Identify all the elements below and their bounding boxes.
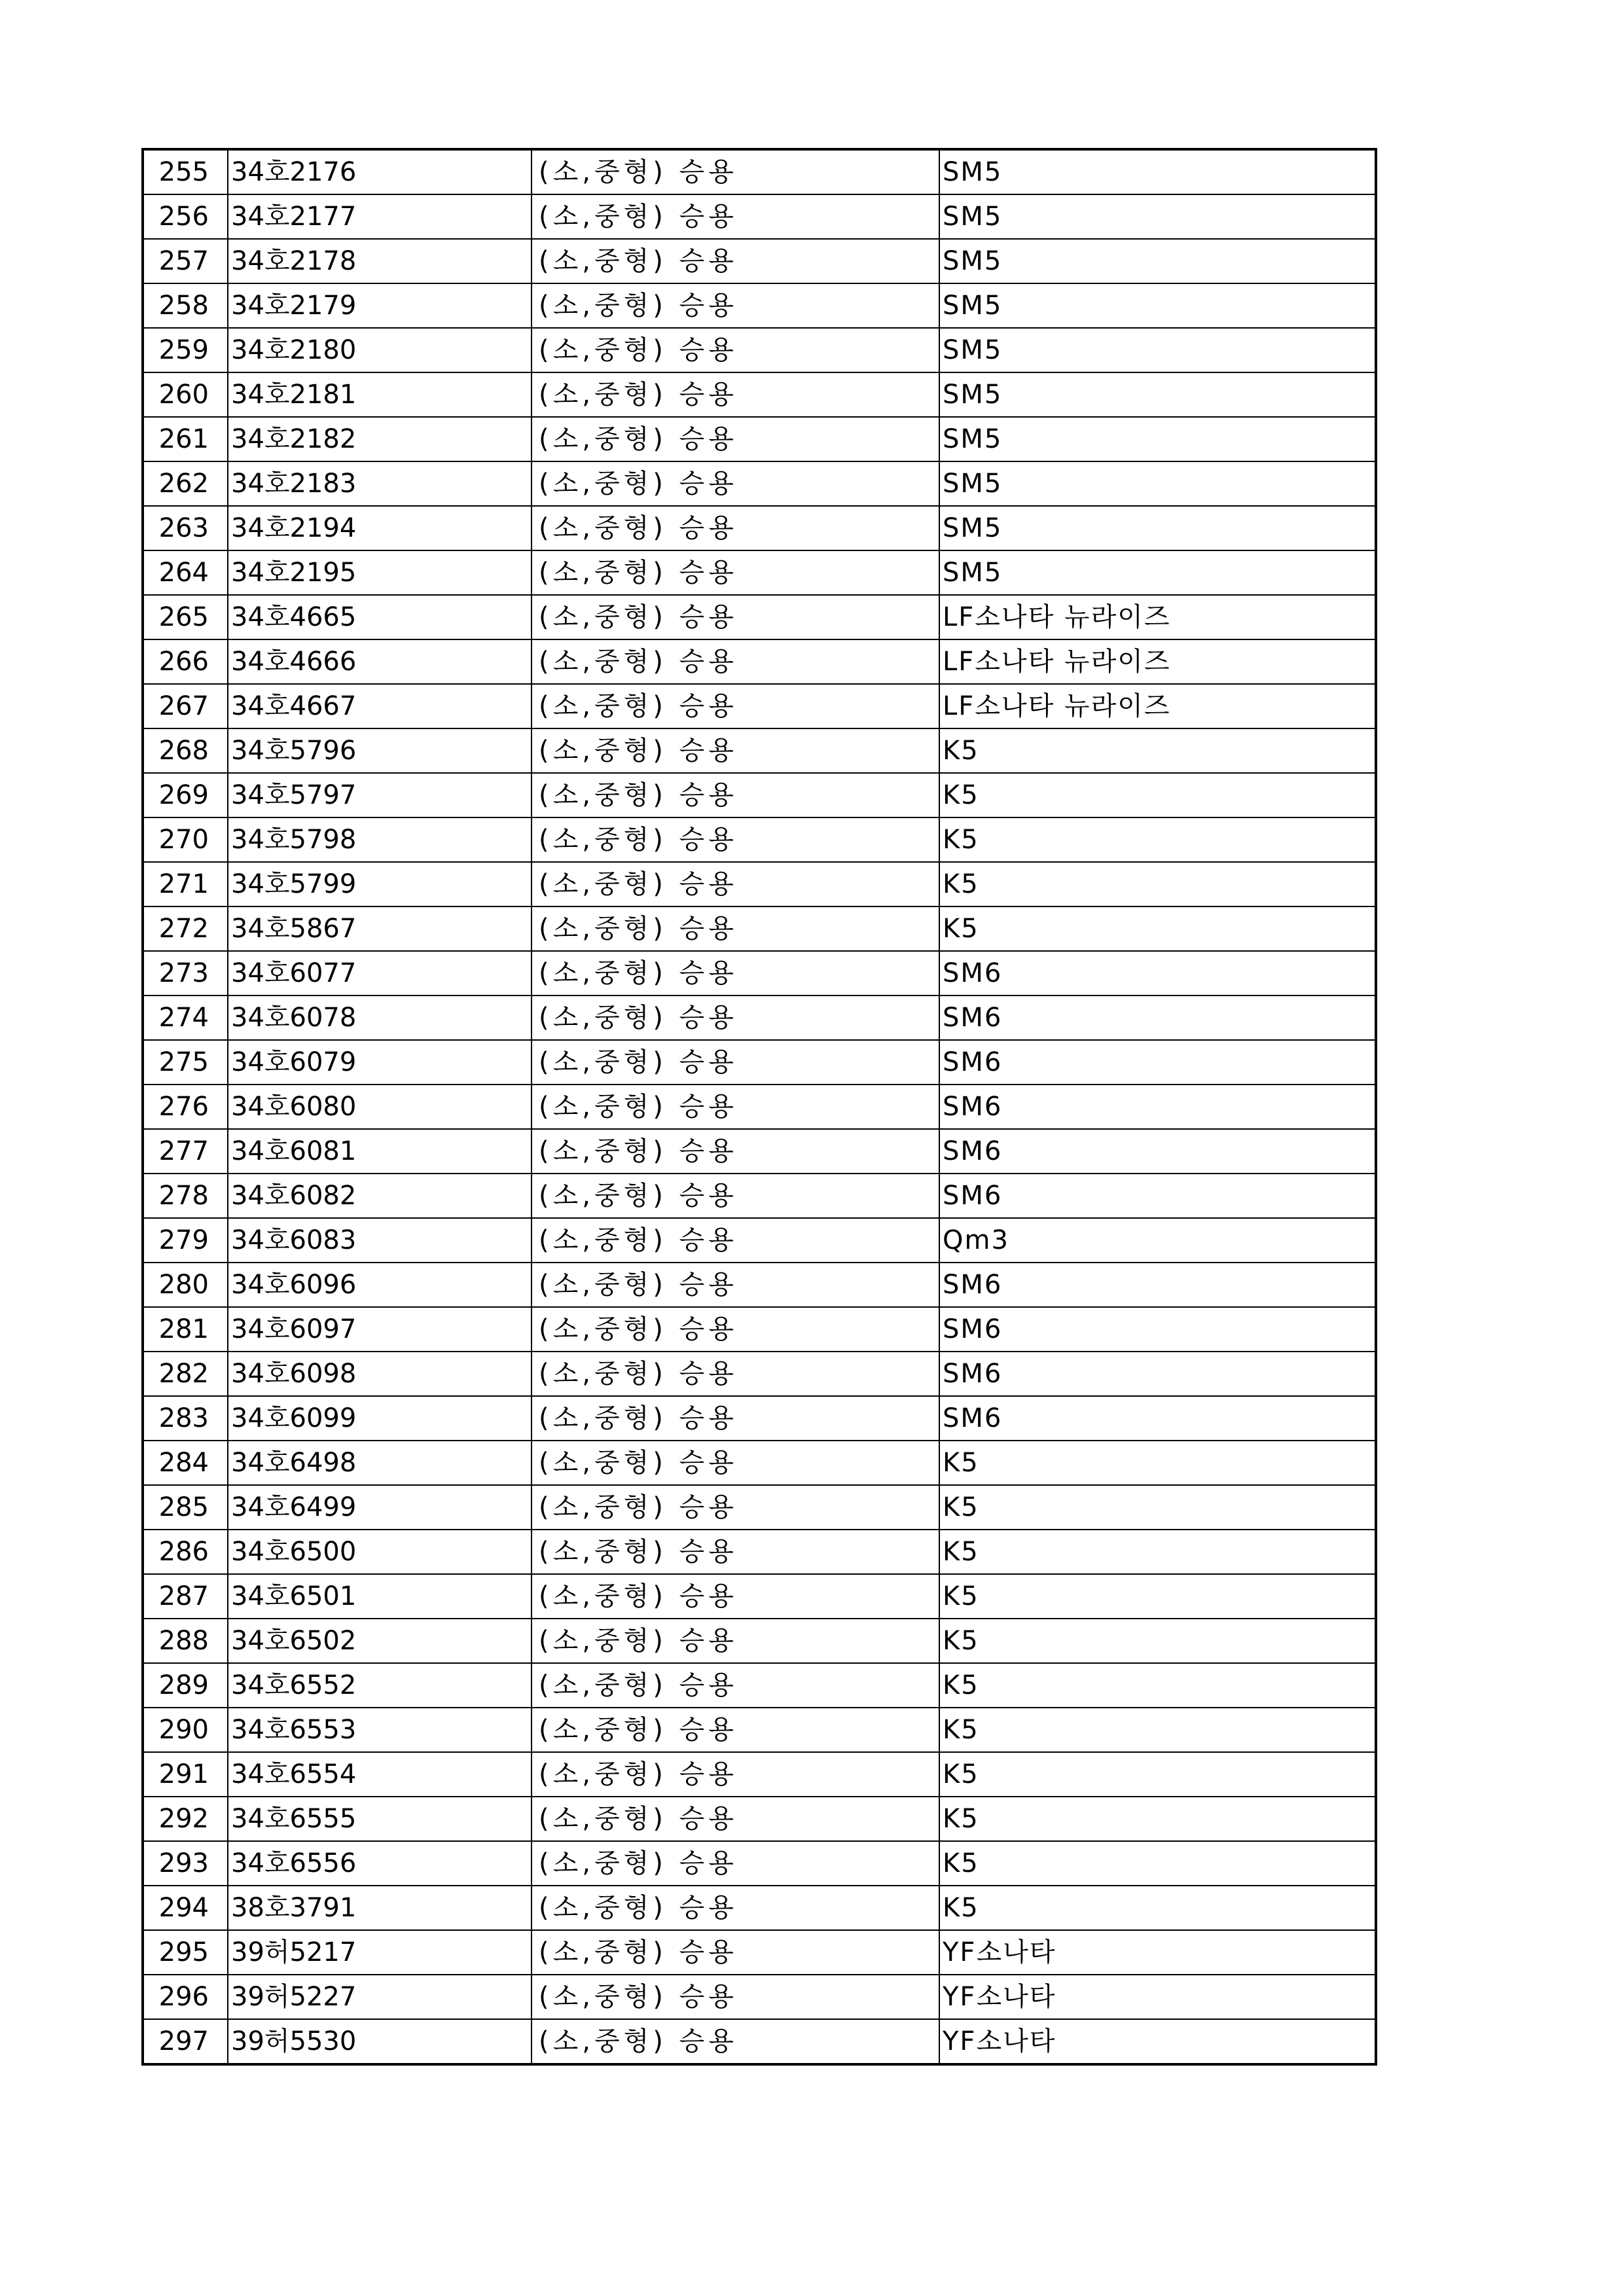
- vehicle-type: (소,중형) 승용: [532, 1352, 939, 1396]
- table-row: [143, 684, 1376, 728]
- row-number: 260: [143, 372, 228, 417]
- plate-number: 34호6500: [228, 1530, 532, 1574]
- vehicle-type: (소,중형) 승용: [532, 461, 939, 506]
- plate-number: 34호6098: [228, 1352, 532, 1396]
- vehicle-type: (소,중형) 승용: [532, 1129, 939, 1174]
- vehicle-type: (소,중형) 승용: [532, 1530, 939, 1574]
- vehicle-type: (소,중형) 승용: [532, 862, 939, 906]
- vehicle-list-table: [141, 148, 1377, 2066]
- plate-number: 34호2178: [228, 239, 532, 283]
- plate-number: 34호6099: [228, 1396, 532, 1441]
- vehicle-type: (소,중형) 승용: [532, 1040, 939, 1085]
- row-number: 287: [143, 1574, 228, 1619]
- plate-number: 34호5798: [228, 817, 532, 862]
- plate-number: 34호6078: [228, 996, 532, 1040]
- table-row: [143, 1085, 1376, 1129]
- table-row: [143, 194, 1376, 239]
- plate-number: 34호2180: [228, 328, 532, 372]
- vehicle-model: SM5: [939, 149, 1376, 194]
- vehicle-type: (소,중형) 승용: [532, 2019, 939, 2064]
- vehicle-type: (소,중형) 승용: [532, 149, 939, 194]
- vehicle-type: (소,중형) 승용: [532, 1797, 939, 1841]
- plate-number: 34호5799: [228, 862, 532, 906]
- table-row: [143, 773, 1376, 817]
- table-row: [143, 1396, 1376, 1441]
- plate-number: 34호6083: [228, 1218, 532, 1263]
- vehicle-type: (소,중형) 승용: [532, 996, 939, 1040]
- vehicle-model: SM6: [939, 1307, 1376, 1352]
- vehicle-model: K5: [939, 1663, 1376, 1708]
- vehicle-type: (소,중형) 승용: [532, 773, 939, 817]
- table-row: [143, 1352, 1376, 1396]
- table-row: [143, 283, 1376, 328]
- row-number: 256: [143, 194, 228, 239]
- plate-number: 39허5217: [228, 1930, 532, 1975]
- vehicle-type: (소,중형) 승용: [532, 595, 939, 639]
- table-row: [143, 2019, 1376, 2064]
- row-number: 288: [143, 1619, 228, 1663]
- table-row: [143, 906, 1376, 951]
- row-number: 271: [143, 862, 228, 906]
- table-row: [143, 149, 1376, 194]
- vehicle-model: K5: [939, 817, 1376, 862]
- plate-number: 34호6556: [228, 1841, 532, 1886]
- row-number: 297: [143, 2019, 228, 2064]
- plate-number: 34호6097: [228, 1307, 532, 1352]
- row-number: 273: [143, 951, 228, 996]
- plate-number: 34호2177: [228, 194, 532, 239]
- vehicle-type: (소,중형) 승용: [532, 417, 939, 461]
- table-row: [143, 328, 1376, 372]
- plate-number: 34호5796: [228, 728, 532, 773]
- vehicle-type: (소,중형) 승용: [532, 1174, 939, 1218]
- table-row: [143, 1708, 1376, 1752]
- vehicle-type: (소,중형) 승용: [532, 1708, 939, 1752]
- row-number: 281: [143, 1307, 228, 1352]
- row-number: 285: [143, 1485, 228, 1530]
- table-row: [143, 1886, 1376, 1930]
- table-row: [143, 506, 1376, 550]
- vehicle-type: (소,중형) 승용: [532, 1396, 939, 1441]
- vehicle-type: (소,중형) 승용: [532, 194, 939, 239]
- plate-number: 34호2179: [228, 283, 532, 328]
- plate-number: 34호6502: [228, 1619, 532, 1663]
- row-number: 293: [143, 1841, 228, 1886]
- table-row: [143, 239, 1376, 283]
- vehicle-type: (소,중형) 승용: [532, 1085, 939, 1129]
- vehicle-model: K5: [939, 1886, 1376, 1930]
- vehicle-model: K5: [939, 1841, 1376, 1886]
- vehicle-model: SM6: [939, 1396, 1376, 1441]
- row-number: 290: [143, 1708, 228, 1752]
- plate-number: 39허5227: [228, 1975, 532, 2019]
- vehicle-model: K5: [939, 1530, 1376, 1574]
- vehicle-model: K5: [939, 1752, 1376, 1797]
- plate-number: 34호6552: [228, 1663, 532, 1708]
- vehicle-list-body: [143, 149, 1376, 2064]
- vehicle-model: SM6: [939, 1040, 1376, 1085]
- table-row: [143, 1307, 1376, 1352]
- vehicle-model: SM6: [939, 1129, 1376, 1174]
- table-row: [143, 1530, 1376, 1574]
- plate-number: 34호6081: [228, 1129, 532, 1174]
- vehicle-model: K5: [939, 1574, 1376, 1619]
- table-row: [143, 1174, 1376, 1218]
- vehicle-model: SM5: [939, 328, 1376, 372]
- vehicle-type: (소,중형) 승용: [532, 328, 939, 372]
- table-row: [143, 1797, 1376, 1841]
- table-row: [143, 1975, 1376, 2019]
- row-number: 295: [143, 1930, 228, 1975]
- row-number: 264: [143, 550, 228, 595]
- vehicle-model: SM6: [939, 1352, 1376, 1396]
- vehicle-type: (소,중형) 승용: [532, 639, 939, 684]
- plate-number: 34호4667: [228, 684, 532, 728]
- plate-number: 39허5530: [228, 2019, 532, 2064]
- table-row: [143, 1218, 1376, 1263]
- table-row: [143, 1841, 1376, 1886]
- plate-number: 34호6554: [228, 1752, 532, 1797]
- row-number: 279: [143, 1218, 228, 1263]
- vehicle-type: (소,중형) 승용: [532, 1441, 939, 1485]
- vehicle-model: YF소나타: [939, 1930, 1376, 1975]
- vehicle-type: (소,중형) 승용: [532, 817, 939, 862]
- row-number: 294: [143, 1886, 228, 1930]
- vehicle-type: (소,중형) 승용: [532, 1485, 939, 1530]
- vehicle-model: SM5: [939, 283, 1376, 328]
- vehicle-type: (소,중형) 승용: [532, 1752, 939, 1797]
- row-number: 269: [143, 773, 228, 817]
- table-row: [143, 996, 1376, 1040]
- vehicle-type: (소,중형) 승용: [532, 906, 939, 951]
- plate-number: 34호5797: [228, 773, 532, 817]
- vehicle-type: (소,중형) 승용: [532, 728, 939, 773]
- vehicle-model: YF소나타: [939, 2019, 1376, 2064]
- row-number: 262: [143, 461, 228, 506]
- table-row: [143, 1619, 1376, 1663]
- vehicle-type: (소,중형) 승용: [532, 239, 939, 283]
- table-row: [143, 639, 1376, 684]
- row-number: 278: [143, 1174, 228, 1218]
- vehicle-model: SM6: [939, 951, 1376, 996]
- vehicle-model: K5: [939, 862, 1376, 906]
- table-row: [143, 1040, 1376, 1085]
- vehicle-model: K5: [939, 773, 1376, 817]
- plate-number: 34호6498: [228, 1441, 532, 1485]
- plate-number: 34호6082: [228, 1174, 532, 1218]
- plate-number: 38호3791: [228, 1886, 532, 1930]
- table-row: [143, 1263, 1376, 1307]
- plate-number: 34호6499: [228, 1485, 532, 1530]
- vehicle-type: (소,중형) 승용: [532, 951, 939, 996]
- vehicle-type: (소,중형) 승용: [532, 550, 939, 595]
- table-row: [143, 1574, 1376, 1619]
- vehicle-model: SM5: [939, 239, 1376, 283]
- row-number: 296: [143, 1975, 228, 2019]
- vehicle-model: YF소나타: [939, 1975, 1376, 2019]
- vehicle-model: K5: [939, 1441, 1376, 1485]
- row-number: 292: [143, 1797, 228, 1841]
- vehicle-type: (소,중형) 승용: [532, 372, 939, 417]
- vehicle-model: K5: [939, 1708, 1376, 1752]
- vehicle-type: (소,중형) 승용: [532, 1218, 939, 1263]
- plate-number: 34호2183: [228, 461, 532, 506]
- table-row: [143, 1485, 1376, 1530]
- vehicle-type: (소,중형) 승용: [532, 1841, 939, 1886]
- plate-number: 34호6080: [228, 1085, 532, 1129]
- vehicle-model: K5: [939, 1619, 1376, 1663]
- table-row: [143, 817, 1376, 862]
- row-number: 267: [143, 684, 228, 728]
- row-number: 274: [143, 996, 228, 1040]
- row-number: 284: [143, 1441, 228, 1485]
- table-row: [143, 372, 1376, 417]
- vehicle-type: (소,중형) 승용: [532, 1930, 939, 1975]
- vehicle-type: (소,중형) 승용: [532, 283, 939, 328]
- table-row: [143, 951, 1376, 996]
- plate-number: 34호6553: [228, 1708, 532, 1752]
- row-number: 268: [143, 728, 228, 773]
- table-row: [143, 1930, 1376, 1975]
- plate-number: 34호2182: [228, 417, 532, 461]
- plate-number: 34호6077: [228, 951, 532, 996]
- row-number: 261: [143, 417, 228, 461]
- vehicle-model: SM5: [939, 372, 1376, 417]
- vehicle-type: (소,중형) 승용: [532, 1975, 939, 2019]
- vehicle-type: (소,중형) 승용: [532, 506, 939, 550]
- plate-number: 34호6096: [228, 1263, 532, 1307]
- vehicle-type: (소,중형) 승용: [532, 1619, 939, 1663]
- row-number: 259: [143, 328, 228, 372]
- vehicle-type: (소,중형) 승용: [532, 1574, 939, 1619]
- row-number: 255: [143, 149, 228, 194]
- row-number: 280: [143, 1263, 228, 1307]
- plate-number: 34호6555: [228, 1797, 532, 1841]
- row-number: 270: [143, 817, 228, 862]
- table-row: [143, 728, 1376, 773]
- row-number: 258: [143, 283, 228, 328]
- row-number: 291: [143, 1752, 228, 1797]
- plate-number: 34호4666: [228, 639, 532, 684]
- vehicle-model: SM5: [939, 194, 1376, 239]
- vehicle-model: SM6: [939, 996, 1376, 1040]
- vehicle-model: SM6: [939, 1174, 1376, 1218]
- vehicle-model: SM5: [939, 550, 1376, 595]
- vehicle-type: (소,중형) 승용: [532, 1886, 939, 1930]
- plate-number: 34호5867: [228, 906, 532, 951]
- vehicle-type: (소,중형) 승용: [532, 684, 939, 728]
- row-number: 257: [143, 239, 228, 283]
- row-number: 272: [143, 906, 228, 951]
- row-number: 283: [143, 1396, 228, 1441]
- vehicle-model: Qm3: [939, 1218, 1376, 1263]
- table-row: [143, 1663, 1376, 1708]
- vehicle-model: SM6: [939, 1085, 1376, 1129]
- row-number: 282: [143, 1352, 228, 1396]
- table-row: [143, 461, 1376, 506]
- vehicle-model: K5: [939, 1797, 1376, 1841]
- vehicle-type: (소,중형) 승용: [532, 1663, 939, 1708]
- plate-number: 34호2176: [228, 149, 532, 194]
- row-number: 277: [143, 1129, 228, 1174]
- vehicle-model: LF소나타 뉴라이즈: [939, 684, 1376, 728]
- row-number: 275: [143, 1040, 228, 1085]
- plate-number: 34호4665: [228, 595, 532, 639]
- vehicle-model: K5: [939, 728, 1376, 773]
- vehicle-type: (소,중형) 승용: [532, 1263, 939, 1307]
- plate-number: 34호6079: [228, 1040, 532, 1085]
- row-number: 265: [143, 595, 228, 639]
- row-number: 263: [143, 506, 228, 550]
- table-row: [143, 1441, 1376, 1485]
- table-row: [143, 1129, 1376, 1174]
- vehicle-model: SM6: [939, 1263, 1376, 1307]
- vehicle-model: SM5: [939, 506, 1376, 550]
- vehicle-type: (소,중형) 승용: [532, 1307, 939, 1352]
- table-row: [143, 862, 1376, 906]
- row-number: 266: [143, 639, 228, 684]
- vehicle-model: SM5: [939, 417, 1376, 461]
- table-row: [143, 550, 1376, 595]
- vehicle-model: LF소나타 뉴라이즈: [939, 595, 1376, 639]
- plate-number: 34호2194: [228, 506, 532, 550]
- vehicle-model: LF소나타 뉴라이즈: [939, 639, 1376, 684]
- row-number: 289: [143, 1663, 228, 1708]
- table-row: [143, 417, 1376, 461]
- plate-number: 34호6501: [228, 1574, 532, 1619]
- plate-number: 34호2195: [228, 550, 532, 595]
- vehicle-model: K5: [939, 906, 1376, 951]
- plate-number: 34호2181: [228, 372, 532, 417]
- table-row: [143, 595, 1376, 639]
- vehicle-model: SM5: [939, 461, 1376, 506]
- row-number: 286: [143, 1530, 228, 1574]
- table-row: [143, 1752, 1376, 1797]
- row-number: 276: [143, 1085, 228, 1129]
- vehicle-model: K5: [939, 1485, 1376, 1530]
